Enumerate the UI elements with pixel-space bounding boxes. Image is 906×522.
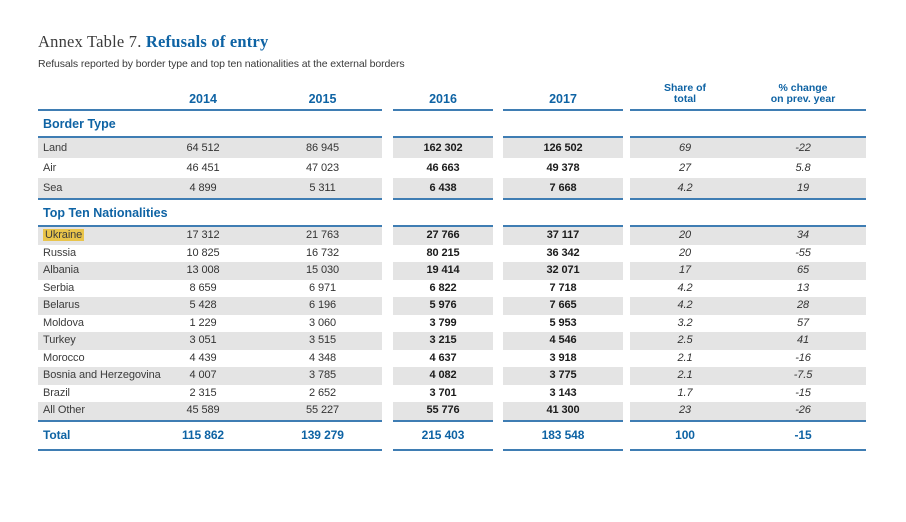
cell-change: -16: [795, 351, 811, 364]
cell-share: 3.2: [677, 316, 693, 329]
cell-2014: 13 008: [186, 264, 220, 276]
total-2016: 215 403: [393, 422, 493, 451]
cell-2014: 2 315: [189, 386, 217, 399]
cell-share: 27: [678, 162, 692, 174]
total-share: 100: [675, 427, 695, 442]
table-row-tail: [630, 280, 866, 298]
page-title: [38, 32, 866, 52]
cell-2015: 55 227: [305, 404, 340, 416]
column-gap: [493, 422, 503, 451]
table-row-tail: [630, 262, 866, 280]
cell-change: -22: [795, 142, 811, 154]
table-row: [38, 245, 382, 263]
row-label: [38, 227, 143, 245]
row-label: Air: [43, 162, 57, 174]
cell-2014: 10 825: [186, 246, 220, 259]
column-gap: [623, 225, 630, 422]
cell-2014: 8 659: [189, 281, 217, 294]
cell-2015: 16 732: [305, 246, 340, 259]
cell-change: 5.8: [795, 162, 811, 174]
cell-share: 2.1: [677, 369, 693, 381]
section-border-type: [38, 136, 866, 200]
cell-2016: 3 215: [393, 332, 493, 350]
column-gap: [382, 136, 393, 200]
col-header-share-of-total: Share of total: [663, 82, 706, 105]
table-row-tail: [630, 245, 866, 263]
column-gap: [623, 136, 630, 200]
table-row: [38, 350, 382, 368]
cell-2016: 3 701: [429, 386, 457, 399]
row-label: Morocco: [43, 351, 85, 364]
table-row-tail: [630, 297, 866, 315]
cell-2014: 5 428: [189, 299, 217, 311]
column-gap: [623, 81, 630, 111]
row-label: Bosnia and Herzegovina: [43, 369, 161, 381]
section-nationalities: [38, 225, 866, 422]
cell-2014: 64 512: [186, 142, 220, 154]
cell-change: 19: [796, 182, 810, 194]
cell-2016: 162 302: [393, 138, 493, 158]
cell-share: 4.2: [677, 182, 693, 194]
cell-change: -55: [795, 246, 811, 259]
table-row: [38, 158, 382, 178]
cell-2014: 4 439: [189, 351, 217, 364]
cell-change: 57: [796, 316, 810, 329]
table-row: [38, 227, 382, 245]
refusals-table: [38, 81, 866, 451]
total-label: Total: [43, 427, 71, 442]
cell-share: 4.2: [677, 281, 693, 294]
cell-change: -15: [795, 386, 811, 399]
total-2017: 183 548: [503, 422, 623, 451]
page-subtitle: Refusals reported by border type and top ten nationalities at the external borders: [38, 58, 405, 70]
cell-2015: 6 971: [308, 281, 337, 294]
cell-2015: 86 945: [305, 142, 340, 154]
cell-2017: 3 918: [549, 351, 577, 364]
table-header-row: [38, 81, 866, 111]
table-row-tail: [630, 158, 866, 178]
cell-2016: 4 637: [429, 351, 457, 364]
cell-2017: 7 665: [503, 297, 623, 315]
cell-2015: 5 311: [309, 182, 336, 194]
row-label: Sea: [43, 182, 63, 194]
col-header-2016: 2016: [393, 81, 493, 111]
cell-share: 4.2: [677, 299, 693, 311]
row-label: Albania: [43, 264, 79, 276]
cell-2016: 80 215: [426, 246, 460, 259]
cell-2017: 4 546: [503, 332, 623, 350]
cell-2016: 6 438: [393, 178, 493, 198]
table-row-tail: [630, 402, 866, 420]
header-box-right: [630, 81, 866, 111]
col-header-2014: 2014: [189, 92, 217, 106]
search-highlight: Ukraine: [45, 229, 83, 241]
cell-2014: 3 051: [189, 334, 217, 346]
column-gap: [623, 422, 630, 451]
table-row-tail: [630, 332, 866, 350]
cell-share: 2.1: [677, 351, 693, 364]
col-header-2017: 2017: [503, 81, 623, 111]
cell-2014: 45 589: [186, 404, 220, 416]
table-row-tail: [630, 315, 866, 333]
cell-2016: 46 663: [426, 162, 460, 174]
column-gap: [382, 225, 393, 422]
section-title: Top Ten Nationalities: [43, 206, 168, 220]
cell-2015: 47 023: [305, 162, 340, 174]
col-header-percent-change: % change on prev. year: [770, 82, 836, 105]
cell-2017: 36 342: [546, 246, 580, 259]
cell-2015: 15 030: [305, 264, 340, 276]
total-2014: 115 862: [181, 427, 224, 442]
table-row-tail: [630, 138, 866, 158]
row-label: Turkey: [43, 334, 76, 346]
table-row: [38, 178, 382, 198]
cell-2017: 7 668: [503, 178, 623, 198]
table-row-tail: [630, 350, 866, 368]
table-row: [38, 367, 382, 385]
column-gap: [493, 225, 503, 422]
cell-2014: 4 899: [189, 182, 217, 194]
cell-2016: 4 082: [393, 367, 493, 385]
column-gap: [493, 81, 503, 111]
cell-2014: 17 312: [186, 229, 220, 241]
table-row: [38, 332, 382, 350]
table-number: Annex Table 7.: [38, 32, 142, 51]
cell-2017: 49 378: [546, 162, 580, 174]
total-row: [38, 422, 866, 451]
cell-change: 41: [796, 334, 810, 346]
table-row: [38, 315, 382, 333]
col-header-2015: 2015: [308, 92, 337, 106]
cell-2015: 3 785: [308, 369, 337, 381]
cell-2016: 27 766: [393, 227, 493, 245]
cell-change: 34: [796, 229, 810, 241]
cell-2017: 37 117: [503, 227, 623, 245]
cell-2014: 1 229: [189, 316, 217, 329]
cell-2016: 5 976: [393, 297, 493, 315]
cell-2017: 3 775: [503, 367, 623, 385]
cell-change: 13: [796, 281, 810, 294]
table-row: [38, 138, 382, 158]
cell-2014: 46 451: [186, 162, 220, 174]
cell-2014: 4 007: [189, 369, 217, 381]
row-label: Belarus: [43, 299, 80, 311]
cell-2016: 55 776: [393, 402, 493, 420]
report-page: [38, 32, 866, 451]
table-row-tail: [630, 227, 866, 245]
row-label: Land: [43, 142, 68, 154]
cell-share: 20: [678, 229, 692, 241]
header-box-left: [38, 81, 382, 111]
cell-share: 69: [678, 142, 692, 154]
total-2015: 139 279: [301, 427, 344, 442]
row-label: Russia: [43, 246, 77, 259]
cell-change: 65: [796, 264, 810, 276]
column-gap: [382, 422, 393, 451]
cell-share: 17: [678, 264, 692, 276]
cell-2017: 41 300: [503, 402, 623, 420]
cell-2015: 4 348: [308, 351, 337, 364]
table-row-tail: [630, 367, 866, 385]
table-title: Refusals of entry: [145, 32, 269, 51]
cell-2015: 3 515: [308, 334, 337, 346]
cell-2017: 3 143: [549, 386, 577, 399]
cell-2015: 21 763: [305, 229, 340, 241]
cell-2016: 6 822: [429, 281, 457, 294]
total-change: -15: [794, 427, 812, 442]
table-row: [38, 385, 382, 403]
table-row-tail: [630, 178, 866, 198]
cell-change: 28: [796, 299, 810, 311]
table-row: [38, 280, 382, 298]
table-row: [38, 402, 382, 420]
cell-share: 23: [678, 404, 692, 416]
cell-2015: 2 652: [308, 386, 337, 399]
cell-change: -26: [795, 404, 811, 416]
row-label: All Other: [43, 404, 85, 416]
cell-share: 2.5: [677, 334, 693, 346]
cell-2016: 3 799: [429, 316, 457, 329]
cell-2017: 126 502: [503, 138, 623, 158]
cell-2017: 7 718: [549, 281, 577, 294]
cell-change: -7.5: [793, 369, 813, 381]
cell-2015: 3 060: [308, 316, 337, 329]
cell-share: 20: [678, 246, 692, 259]
column-gap: [493, 136, 503, 200]
row-label: Serbia: [43, 281, 75, 294]
table-row-tail: [630, 385, 866, 403]
section-title: Border Type: [43, 117, 116, 131]
table-row: [38, 297, 382, 315]
table-row: [38, 262, 382, 280]
cell-2017: 32 071: [503, 262, 623, 280]
cell-2015: 6 196: [308, 299, 337, 311]
column-gap: [382, 81, 393, 111]
row-label: Brazil: [43, 386, 70, 399]
row-label: Moldova: [43, 316, 84, 329]
cell-2016: 19 414: [393, 262, 493, 280]
cell-2017: 5 953: [549, 316, 577, 329]
cell-share: 1.7: [677, 386, 693, 399]
